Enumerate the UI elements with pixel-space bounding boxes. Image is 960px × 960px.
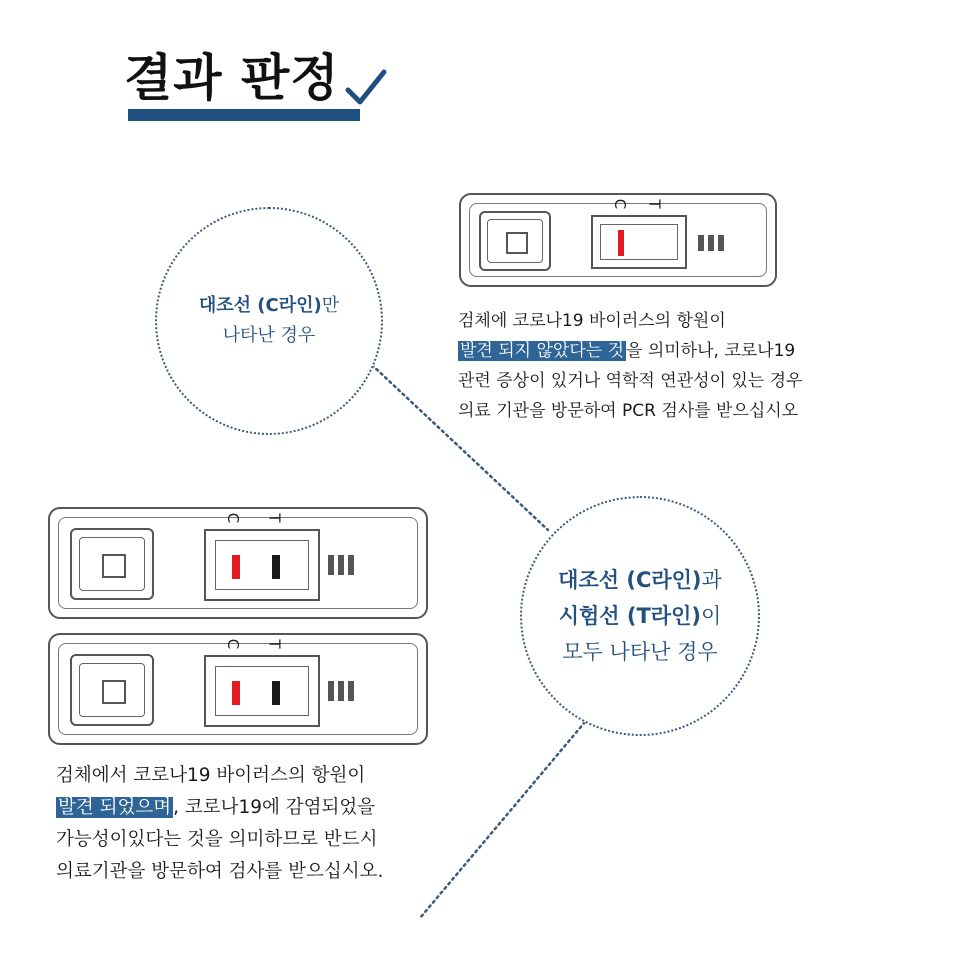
- page-title: 결과 판정: [124, 49, 340, 107]
- label-c: C: [224, 638, 243, 650]
- description-negative-line2-rest: 을 의미하나, 코로나19: [626, 341, 796, 361]
- description-negative-line2: [458, 336, 802, 366]
- sample-well: [70, 654, 154, 726]
- description-negative-line1: 검체에 코로나19 바이러스의 항원이: [458, 311, 726, 331]
- description-negative: [458, 306, 802, 426]
- label-t: T: [645, 199, 664, 209]
- result-window: [204, 655, 320, 727]
- test-line: [272, 681, 280, 705]
- test-line: [272, 555, 280, 579]
- bubble-control-and-test-line3: 모두 나타난 경우: [562, 640, 718, 664]
- description-negative-line4: 의료 기관을 방문하여 PCR 검사를 받으십시오: [458, 401, 799, 421]
- label-t: T: [265, 639, 284, 649]
- grip-marks: [698, 235, 724, 251]
- bubble-control-only: [155, 207, 383, 435]
- control-line: [232, 555, 240, 579]
- description-negative-line3: 관련 증상이 있거나 역학적 연관성이 있는 경우: [458, 371, 803, 391]
- bubble-control-and-test-line1: [558, 562, 722, 598]
- sample-well: [70, 528, 154, 600]
- control-line: [618, 230, 624, 256]
- label-c: C: [224, 512, 243, 524]
- highlight-not-detected: 발견 되지 않았다는 것: [460, 341, 625, 361]
- bubble-control-and-test: [520, 496, 760, 736]
- bubble-control-bold: 대조선 (C라인): [558, 568, 702, 592]
- bubble-control-suffix: 과: [701, 568, 722, 592]
- test-kit-positive-2: [48, 633, 428, 745]
- control-line: [232, 681, 240, 705]
- bubble-control-only-bold: 대조선 (C라인): [198, 295, 322, 316]
- description-positive-line3: 가능성이있다는 것을 의미하므로 반드시: [56, 829, 378, 850]
- bubble-control-only-line1: [199, 291, 339, 321]
- test-kit-negative: [459, 193, 777, 287]
- description-positive-line2: [56, 792, 383, 824]
- description-positive-line2-rest: , 코로나19에 감염되었을: [173, 797, 376, 818]
- bubble-test-suffix: 이: [700, 604, 722, 628]
- description-positive: [56, 760, 383, 888]
- bubble-control-only-suffix: 만: [321, 295, 340, 316]
- description-positive-line4: 의료기관을 방문하여 검사를 받으십시오.: [56, 861, 384, 882]
- sample-well: [479, 211, 551, 271]
- grip-marks: [328, 555, 354, 575]
- label-c: C: [611, 198, 630, 210]
- result-window: [204, 529, 320, 601]
- connector-positive: [420, 722, 585, 918]
- bubble-control-and-test-line2: [559, 598, 722, 634]
- bubble-test-bold: 시험선 (T라인): [558, 604, 701, 628]
- test-kit-positive-1: [48, 507, 428, 619]
- bubble-control-only-line2: 나타난 경우: [222, 325, 316, 346]
- description-positive-line1: 검체에서 코로나19 바이러스의 항원이: [56, 765, 366, 786]
- highlight-detected: 발견 되었으며: [58, 797, 172, 818]
- grip-marks: [328, 681, 354, 701]
- result-window: [591, 215, 687, 269]
- label-t: T: [265, 513, 284, 523]
